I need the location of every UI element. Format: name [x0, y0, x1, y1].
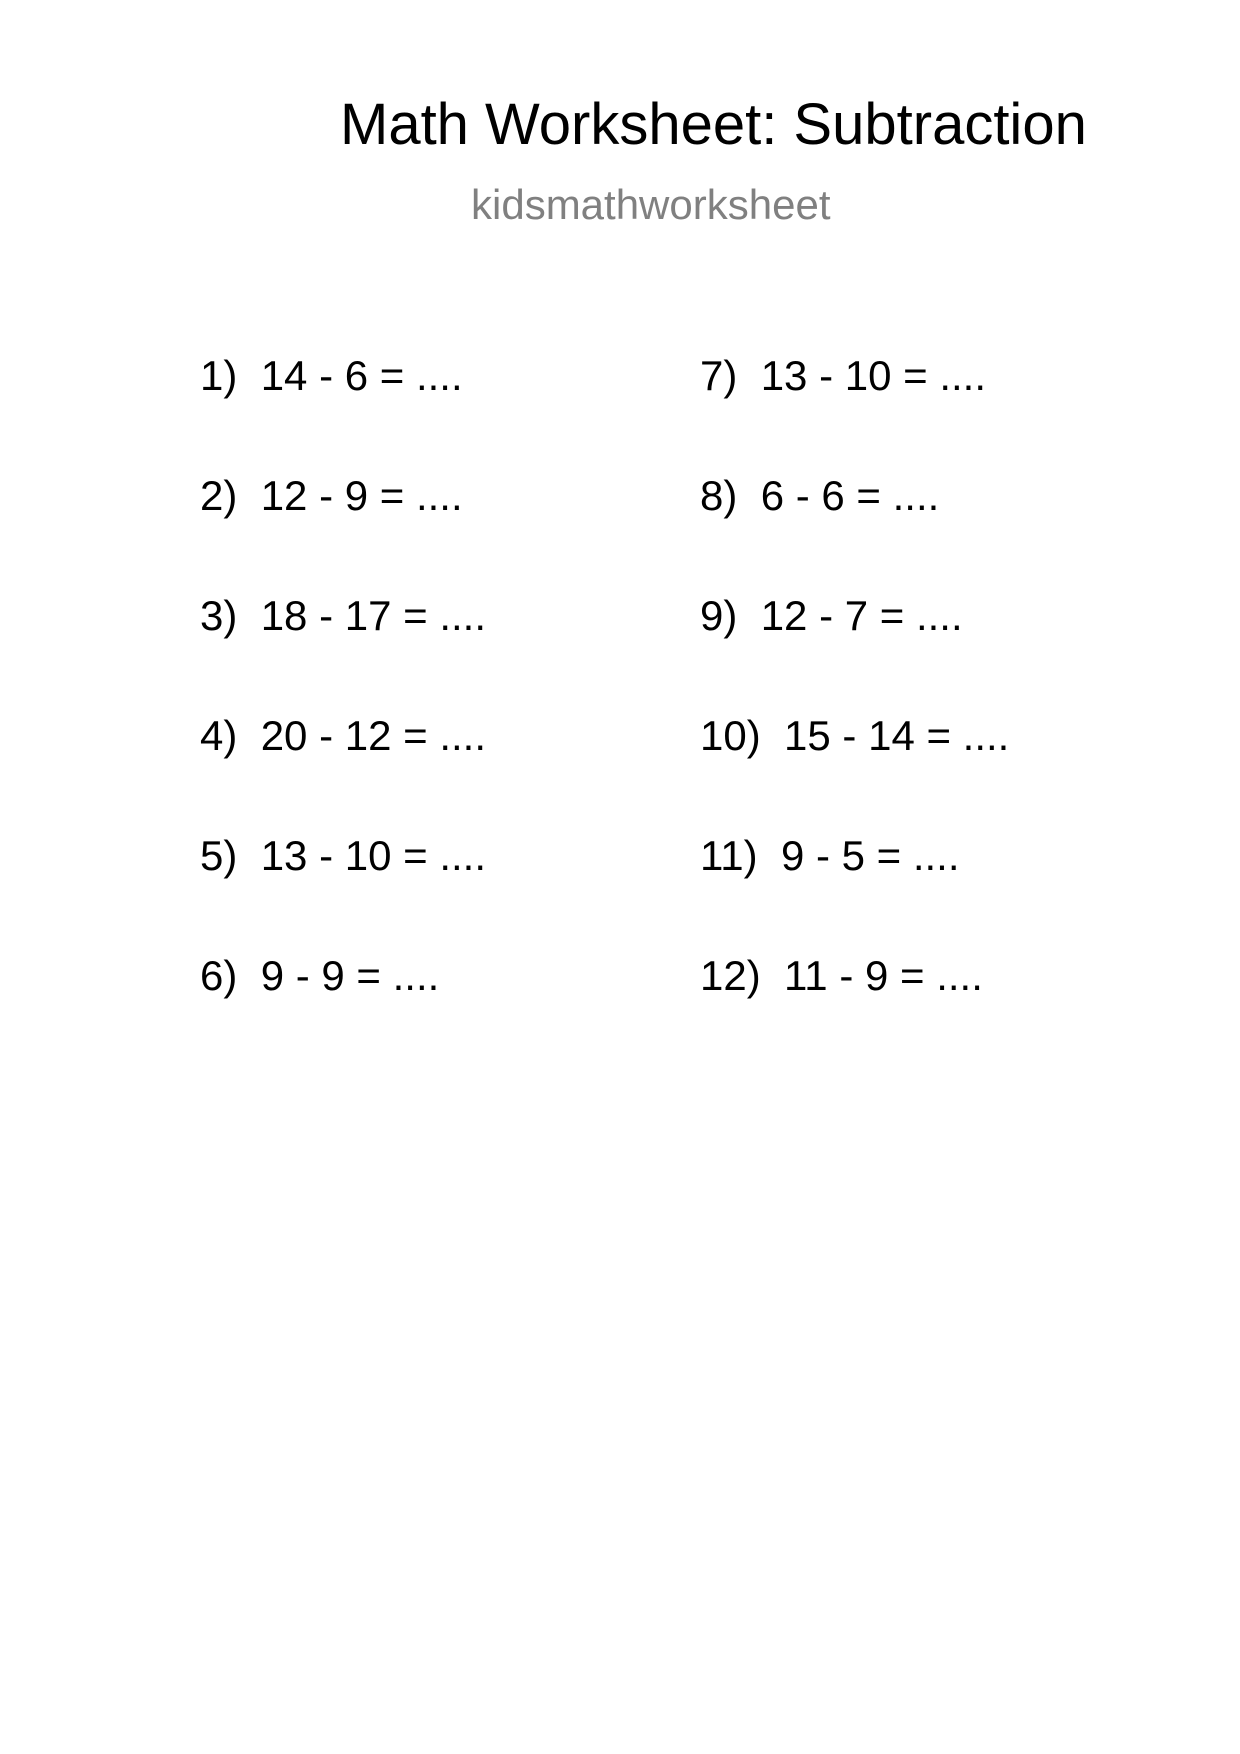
problem-item [200, 592, 487, 639]
problem-item [200, 952, 440, 999]
problem-expression: 11 - 9 = .... [784, 952, 983, 999]
problem-number: 11) [700, 832, 758, 879]
problem-item [200, 832, 487, 879]
problem-number: 3) [200, 592, 238, 639]
problem-number: 4) [200, 712, 238, 759]
problem-item [700, 592, 963, 639]
problem-item [200, 472, 463, 519]
problem-item [700, 952, 983, 999]
problem-expression: 15 - 14 = .... [784, 712, 1010, 759]
problem-expression: 18 - 17 = .... [260, 592, 487, 639]
problem-expression: 12 - 9 = .... [260, 472, 463, 519]
problem-item [700, 712, 1010, 759]
problem-expression: 14 - 6 = .... [260, 352, 463, 399]
problem-expression: 9 - 9 = .... [260, 952, 440, 999]
problem-number: 1) [200, 352, 238, 399]
problem-expression: 20 - 12 = .... [260, 712, 487, 759]
problem-item [700, 352, 987, 399]
problem-item [700, 472, 940, 519]
problem-expression: 13 - 10 = .... [760, 352, 987, 399]
worksheet-subtitle: kidsmathworksheet [471, 181, 831, 228]
problem-number: 9) [700, 592, 738, 639]
problem-item [700, 832, 960, 879]
problem-number: 5) [200, 832, 238, 879]
problem-number: 8) [700, 472, 738, 519]
worksheet-title: Math Worksheet: Subtraction [340, 92, 1087, 157]
problem-number: 10) [700, 712, 761, 759]
problem-expression: 13 - 10 = .... [260, 832, 487, 879]
problem-expression: 12 - 7 = .... [760, 592, 963, 639]
problem-number: 12) [700, 952, 761, 999]
problem-expression: 9 - 5 = .... [780, 832, 960, 879]
problem-number: 2) [200, 472, 238, 519]
problem-item [200, 352, 463, 399]
problem-number: 6) [200, 952, 238, 999]
problem-number: 7) [700, 352, 738, 399]
problem-item [200, 712, 487, 759]
problem-expression: 6 - 6 = .... [760, 472, 940, 519]
